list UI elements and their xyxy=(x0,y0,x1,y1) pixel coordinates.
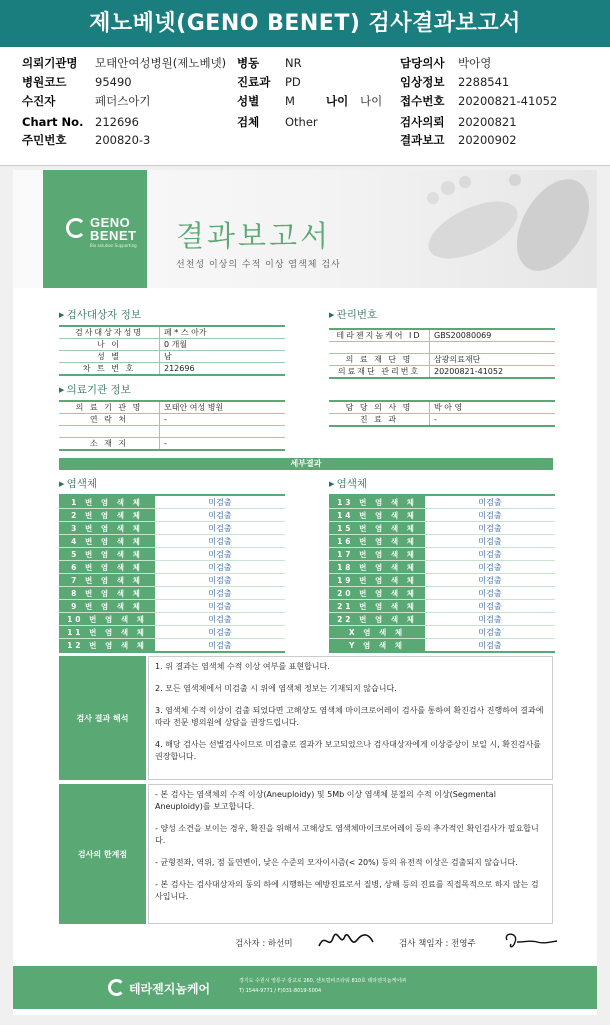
chromosome-result: 미검출 xyxy=(155,626,285,639)
chromosome-result: 미검출 xyxy=(425,626,555,639)
table-row xyxy=(329,329,555,342)
field-value: 모태안 여성 병원 xyxy=(160,401,286,414)
field-value: 0 개월 xyxy=(160,339,286,351)
header-label: 접수번호 xyxy=(400,94,445,108)
chromosome-row xyxy=(329,509,555,522)
chromosome-label: Y 염 색 체 xyxy=(329,639,425,653)
field-label: 소 재 지 xyxy=(59,438,160,451)
chromosome-row xyxy=(329,587,555,600)
chromosome-row xyxy=(329,561,555,574)
limitations-item: - 양성 소견을 보이는 경우, 확진을 위해서 고해상도 염색체마이크로어레이 등의 추가적인 확인검사가 필요합니다. xyxy=(155,824,539,845)
chromosome-row xyxy=(59,522,285,535)
header-label: 병동 xyxy=(237,56,260,70)
chromosome-result: 미검출 xyxy=(425,509,555,522)
header-value: 20200821-41052 xyxy=(458,94,558,108)
patient-info-table xyxy=(59,325,285,376)
chromosome-label: 2 번 염 색 체 xyxy=(59,509,155,522)
chromosome-label: 8 번 염 색 체 xyxy=(59,587,155,600)
interpretation-text xyxy=(148,656,553,780)
table-row xyxy=(329,366,555,379)
field-label: 진 료 과 xyxy=(329,414,430,427)
chromosome-label: 14 번 염 색 체 xyxy=(329,509,425,522)
chromosome-label: 3 번 염 색 체 xyxy=(59,522,155,535)
header-value: 212696 xyxy=(95,115,139,129)
chromosome-row xyxy=(329,548,555,561)
field-value: 남 xyxy=(160,351,286,363)
table-row xyxy=(59,426,285,438)
report-title: 제노베넷(GENO BENET) 검사결과보고서 xyxy=(0,0,610,47)
chromosome-result: 미검출 xyxy=(155,587,285,600)
chromosome-table-right xyxy=(329,494,555,653)
chromosome-label: 11 번 염 색 체 xyxy=(59,626,155,639)
field-value: 212696 xyxy=(160,363,286,376)
header-label: 결과보고 xyxy=(400,133,445,147)
chromosome-row xyxy=(59,574,285,587)
chromosome-label: 18 번 염 색 체 xyxy=(329,561,425,574)
header-row xyxy=(0,113,610,132)
chromosome-label: 16 번 염 색 체 xyxy=(329,535,425,548)
header-value: M xyxy=(285,94,295,108)
chromosome-row xyxy=(59,548,285,561)
header-label: 수진자 xyxy=(22,94,56,108)
tester-signature-label: 검사자 : 하선미 xyxy=(235,939,293,949)
chromosome-heading: ▶ 염색체 xyxy=(59,476,97,491)
interpretation-item: 2. 모든 염색체에서 미검출 시 위에 염색체 정보는 기재되지 않습니다. xyxy=(155,684,397,693)
detail-results-band: 세부결과 xyxy=(59,458,553,470)
chromosome-result: 미검출 xyxy=(155,600,285,613)
field-label: 성 별 xyxy=(59,351,160,363)
chromosome-row xyxy=(329,574,555,587)
chromosome-result: 미검출 xyxy=(425,613,555,626)
field-label: 담 당 의 사 명 xyxy=(329,401,430,414)
tester-signature xyxy=(315,928,377,954)
chromosome-row xyxy=(329,495,555,509)
chromosome-label: 15 번 염 색 체 xyxy=(329,522,425,535)
header-row xyxy=(0,54,610,73)
field-value: 박 아 영 xyxy=(430,401,556,414)
table-row xyxy=(59,414,285,426)
field-label: 의료재단 관리번호 xyxy=(329,366,430,379)
header-label: 진료과 xyxy=(237,75,271,89)
field-label xyxy=(59,426,160,438)
header-value: NR xyxy=(285,56,302,70)
header-value: PD xyxy=(285,75,301,89)
header-label: 병원코드 xyxy=(22,75,67,89)
supervisor-signature-label: 검사 책임자 : 전영주 xyxy=(399,939,476,949)
interpretation-section xyxy=(59,656,553,780)
chromosome-row xyxy=(329,522,555,535)
field-label: 연 락 처 xyxy=(59,414,160,426)
header-value: 박아영 xyxy=(458,56,492,70)
field-label: 의 료 재 단 명 xyxy=(329,354,430,366)
table-row xyxy=(59,401,285,414)
header-row xyxy=(0,73,610,92)
footer-company-name: 테라젠지놈케어 xyxy=(129,982,211,996)
header-label: 검체 xyxy=(237,115,260,129)
interpretation-item: 3. 염색체 수적 이상이 검출 되었다면 고해상도 염색체 마이크로어레이 검사를 통하여 확진검사 진행하여 결과에 따라 전문 병의원에 상담을 권장드립니다. xyxy=(155,706,544,727)
chromosome-label: 20 번 염 색 체 xyxy=(329,587,425,600)
field-value: - xyxy=(160,438,286,451)
chromosome-label: 10 번 염 색 체 xyxy=(59,613,155,626)
field-label: 테라젠지놈케어 ID xyxy=(329,329,430,342)
chromosome-result: 미검출 xyxy=(425,535,555,548)
chromosome-label: 17 번 염 색 체 xyxy=(329,548,425,561)
chromosome-label: 4 번 염 색 체 xyxy=(59,535,155,548)
chromosome-row xyxy=(329,626,555,639)
management-table xyxy=(329,328,555,379)
chromosome-label: 12 번 염 색 체 xyxy=(59,639,155,653)
table-row xyxy=(329,354,555,366)
header-value: 200820-3 xyxy=(95,133,151,147)
footer-address-block xyxy=(239,976,406,996)
chromosome-label: 13 번 염 색 체 xyxy=(329,495,425,509)
header-value: Other xyxy=(285,115,318,129)
limitations-item: - 균형전좌, 역위, 점 돌연변이, 낮은 수준의 모자이시즘(< 20%) 등의 유전적 이상은 검출되지 않습니다. xyxy=(155,858,518,867)
chromosome-row xyxy=(59,600,285,613)
report-document xyxy=(13,170,597,1015)
field-value: 페 * 스 아가 xyxy=(160,326,286,339)
report-header xyxy=(0,47,610,166)
field-value: GBS20080069 xyxy=(430,329,556,342)
chromosome-row xyxy=(59,626,285,639)
table-row xyxy=(59,438,285,451)
header-value: 20200902 xyxy=(458,133,517,147)
banner-subtitle: 선천성 이상의 수적 이상 염색체 검사 xyxy=(176,260,341,270)
table-row xyxy=(59,339,285,351)
header-value: 95490 xyxy=(95,75,132,89)
chromosome-label: X 염 색 체 xyxy=(329,626,425,639)
chromosome-row xyxy=(59,509,285,522)
chromosome-row xyxy=(329,613,555,626)
report-banner xyxy=(13,170,597,288)
header-label: 주민번호 xyxy=(22,133,67,147)
chromosome-row xyxy=(329,535,555,548)
chromosome-row xyxy=(59,613,285,626)
header-row xyxy=(0,131,610,150)
field-label: 의 료 기 관 명 xyxy=(59,401,160,414)
chromosome-result: 미검출 xyxy=(425,495,555,509)
chromosome-result: 미검출 xyxy=(155,574,285,587)
header-label: 성별 xyxy=(237,94,260,108)
banner-title: 결과보고서 xyxy=(176,219,332,253)
chromosome-result: 미검출 xyxy=(155,561,285,574)
header-label: 의뢰기관명 xyxy=(22,56,78,70)
field-label: 나 이 xyxy=(59,339,160,351)
chromosome-table-left xyxy=(59,494,285,653)
institution-heading: ▶ 의료기관 정보 xyxy=(59,382,131,397)
chromosome-result: 미검출 xyxy=(425,600,555,613)
chromosome-heading: ▶ 염색체 xyxy=(329,476,367,491)
header-value: 나이 xyxy=(360,94,383,108)
chromosome-result: 미검출 xyxy=(425,639,555,653)
institution-table xyxy=(59,400,285,451)
footer-phone: T) 1544-9771 / F)031-8019-5004 xyxy=(239,988,322,994)
chromosome-result: 미검출 xyxy=(155,495,285,509)
chromosome-result: 미검출 xyxy=(155,548,285,561)
table-row xyxy=(59,363,285,376)
logo-text: GENO xyxy=(90,215,131,230)
table-row xyxy=(329,342,555,354)
table-row xyxy=(329,414,555,427)
interpretation-item: 4. 해당 검사는 선별검사이므로 미검출로 결과가 보고되었으나 검사대상자에게 이상증상이 보일 시, 확진검사를 권장합니다. xyxy=(155,740,541,761)
field-value xyxy=(430,342,556,354)
header-label: 검사의뢰 xyxy=(400,115,445,129)
header-row xyxy=(0,92,610,111)
geno-logo-icon xyxy=(66,218,86,238)
footer-address: 경기도 수원시 영통구 광교로 260, 센트럴비즈타워 810호 테라젠지놈케어㈜ xyxy=(239,978,407,984)
limitations-text xyxy=(148,784,553,924)
chromosome-result: 미검출 xyxy=(425,522,555,535)
field-value: - xyxy=(430,414,556,427)
limitations-section xyxy=(59,784,553,924)
chromosome-label: 7 번 염 색 체 xyxy=(59,574,155,587)
logo-text: BENET xyxy=(90,228,137,243)
field-label xyxy=(329,342,430,354)
table-row xyxy=(329,401,555,414)
chromosome-row xyxy=(329,639,555,653)
header-value: 20200821 xyxy=(458,115,517,129)
header-label: 임상정보 xyxy=(400,75,445,89)
chromosome-result: 미검출 xyxy=(425,561,555,574)
chromosome-result: 미검출 xyxy=(155,535,285,548)
chromosome-result: 미검출 xyxy=(155,509,285,522)
chromosome-label: 19 번 염 색 체 xyxy=(329,574,425,587)
chromosome-row xyxy=(59,639,285,653)
header-value: 모태안여성병원(제노베넷) xyxy=(95,56,227,70)
chromosome-result: 미검출 xyxy=(155,639,285,653)
header-label: Chart No. xyxy=(22,115,84,129)
chromosome-label: 22 번 염 색 체 xyxy=(329,613,425,626)
chromosome-result: 미검출 xyxy=(425,574,555,587)
chromosome-row xyxy=(59,561,285,574)
chromosome-label: 6 번 염 색 체 xyxy=(59,561,155,574)
logo-tagline: Bio solution Supporting xyxy=(90,243,137,248)
field-label: 차 트 번 호 xyxy=(59,363,160,376)
header-value: 2288541 xyxy=(458,75,510,89)
chromosome-result: 미검출 xyxy=(155,522,285,535)
chromosome-label: 21 번 염 색 체 xyxy=(329,600,425,613)
table-row xyxy=(59,326,285,339)
header-label: 나이 xyxy=(326,94,349,108)
header-label: 담당의사 xyxy=(400,56,445,70)
footer-logo-icon xyxy=(108,979,125,996)
field-label: 검사대상자성명 xyxy=(59,326,160,339)
chromosome-result: 미검출 xyxy=(155,613,285,626)
interpretation-label: 검사 결과 해석 xyxy=(59,656,146,780)
chromosome-row xyxy=(59,535,285,548)
patient-info-heading: ▶ 검사대상자 정보 xyxy=(59,307,141,322)
table-row xyxy=(59,351,285,363)
limitations-item: - 본 검사는 검사대상자의 동의 하에 시행하는 예방진료로서 질병, 상해 등의 진료를 직접목적으로 하지 않는 검사입니다. xyxy=(155,880,539,901)
field-value xyxy=(160,426,286,438)
baby-feet-image xyxy=(403,170,597,288)
report-footer xyxy=(13,966,597,1009)
chromosome-result: 미검출 xyxy=(425,587,555,600)
header-value: 페더스아기 xyxy=(95,94,151,108)
chromosome-row xyxy=(59,587,285,600)
doctor-table xyxy=(329,400,555,427)
field-value: 20200821-41052 xyxy=(430,366,556,379)
chromosome-result: 미검출 xyxy=(425,548,555,561)
chromosome-row xyxy=(59,495,285,509)
limitations-item: - 본 검사는 염색체의 수적 이상(Aneuploidy) 및 5Mb 이상 염색체 분절의 수적 이상(Segmental Aneuploidy)를 보고합니다. xyxy=(155,790,496,811)
interpretation-item: 1. 위 결과는 염색체 수적 이상 여부를 표현합니다. xyxy=(155,662,330,671)
limitations-label: 검사의 한계점 xyxy=(59,784,146,924)
chromosome-label: 5 번 염 색 체 xyxy=(59,548,155,561)
field-value: 삼광의료재단 xyxy=(430,354,556,366)
supervisor-signature xyxy=(501,930,561,952)
management-heading: ▶ 관리번호 xyxy=(329,307,377,322)
field-value: - xyxy=(160,414,286,426)
chromosome-label: 1 번 염 색 체 xyxy=(59,495,155,509)
chromosome-row xyxy=(329,600,555,613)
chromosome-label: 9 번 염 색 체 xyxy=(59,600,155,613)
